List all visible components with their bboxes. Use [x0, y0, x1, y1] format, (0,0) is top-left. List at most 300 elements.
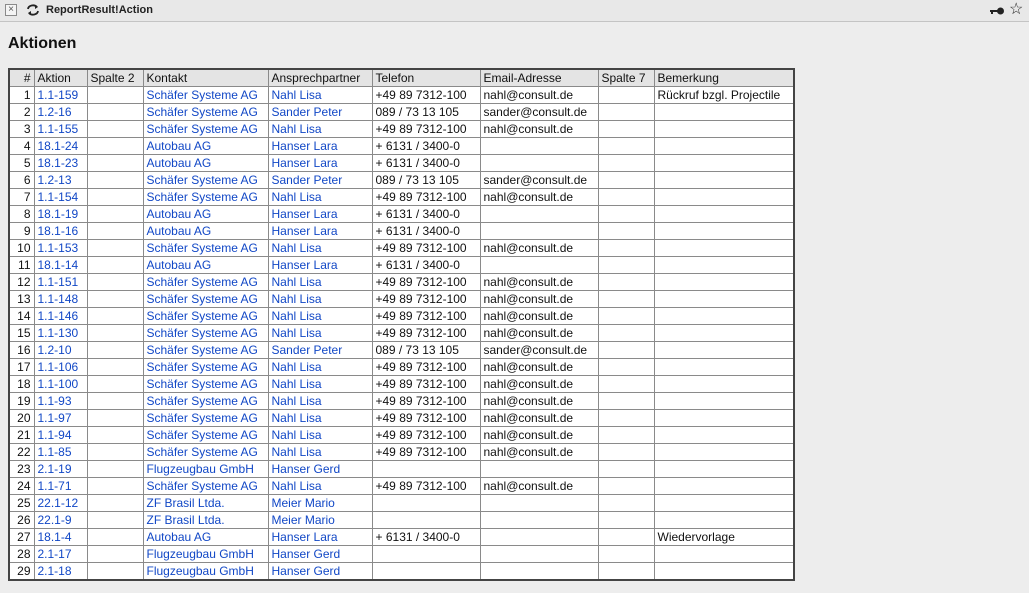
email-cell: nahl@consult.de	[480, 427, 598, 444]
spalte-7-cell	[598, 478, 654, 495]
telefon-cell: 089 / 73 13 105	[372, 172, 480, 189]
kontakt-link[interactable]: Autobau AG	[143, 529, 268, 546]
email-cell: sander@consult.de	[480, 104, 598, 121]
email-cell: nahl@consult.de	[480, 87, 598, 104]
ansprechpartner-link[interactable]: Hanser Lara	[268, 223, 372, 240]
kontakt-link[interactable]: ZF Brasil Ltda.	[143, 495, 268, 512]
bemerkung-cell: Wiedervorlage	[654, 529, 794, 546]
aktion-link[interactable]: 1.2-16	[34, 104, 87, 121]
bemerkung-cell	[654, 512, 794, 529]
column-header-kontakt[interactable]: Kontakt	[143, 69, 268, 87]
ansprechpartner-link[interactable]: Hanser Lara	[268, 155, 372, 172]
telefon-cell: +49 89 7312-100	[372, 325, 480, 342]
row-number-cell: 5	[9, 155, 34, 172]
row-number-cell: 1	[9, 87, 34, 104]
table-row	[9, 410, 794, 427]
email-cell	[480, 257, 598, 274]
row-number-cell: 2	[9, 104, 34, 121]
ansprechpartner-link[interactable]: Hanser Lara	[268, 529, 372, 546]
row-number-cell: 29	[9, 563, 34, 581]
spalte-2-cell	[87, 478, 143, 495]
ansprechpartner-link[interactable]: Nahl Lisa	[268, 478, 372, 495]
table-row	[9, 495, 794, 512]
ansprechpartner-link[interactable]: Nahl Lisa	[268, 393, 372, 410]
spalte-7-cell	[598, 444, 654, 461]
telefon-cell: + 6131 / 3400-0	[372, 529, 480, 546]
kontakt-link[interactable]: Schäfer Systeme AG	[143, 410, 268, 427]
aktion-link[interactable]: 1.1-159	[34, 87, 87, 104]
telefon-cell: +49 89 7312-100	[372, 240, 480, 257]
ansprechpartner-link[interactable]: Nahl Lisa	[268, 121, 372, 138]
kontakt-link[interactable]: Autobau AG	[143, 223, 268, 240]
spalte-2-cell	[87, 512, 143, 529]
column-header-bemerkung[interactable]: Bemerkung	[654, 69, 794, 87]
kontakt-link[interactable]: Schäfer Systeme AG	[143, 359, 268, 376]
column-header-email[interactable]: Email-Adresse	[480, 69, 598, 87]
spalte-2-cell	[87, 121, 143, 138]
ansprechpartner-link[interactable]: Hanser Lara	[268, 257, 372, 274]
spalte-7-cell	[598, 308, 654, 325]
aktion-link[interactable]: 1.1-130	[34, 325, 87, 342]
ansprechpartner-link[interactable]: Nahl Lisa	[268, 87, 372, 104]
page-title: Aktionen	[8, 35, 77, 52]
bemerkung-cell	[654, 427, 794, 444]
telefon-cell: +49 89 7312-100	[372, 410, 480, 427]
spalte-2-cell	[87, 359, 143, 376]
email-cell	[480, 546, 598, 563]
kontakt-link[interactable]: Schäfer Systeme AG	[143, 376, 268, 393]
window-title: ReportResult!Action	[46, 4, 153, 16]
spalte-7-cell	[598, 206, 654, 223]
kontakt-link[interactable]: Autobau AG	[143, 257, 268, 274]
bemerkung-cell: Rückruf bzgl. Projectile	[654, 87, 794, 104]
row-number-cell: 9	[9, 223, 34, 240]
aktion-link[interactable]: 18.1-16	[34, 223, 87, 240]
spalte-2-cell	[87, 104, 143, 121]
row-number-cell: 14	[9, 308, 34, 325]
ansprechpartner-link[interactable]: Nahl Lisa	[268, 410, 372, 427]
ansprechpartner-link[interactable]: Sander Peter	[268, 172, 372, 189]
spalte-2-cell	[87, 138, 143, 155]
telefon-cell: +49 89 7312-100	[372, 478, 480, 495]
email-cell: nahl@consult.de	[480, 444, 598, 461]
window-titlebar	[0, 0, 1029, 22]
kontakt-link[interactable]: Schäfer Systeme AG	[143, 274, 268, 291]
table-row	[9, 155, 794, 172]
ansprechpartner-link[interactable]: Nahl Lisa	[268, 427, 372, 444]
row-number-cell: 18	[9, 376, 34, 393]
spalte-2-cell	[87, 240, 143, 257]
spalte-7-cell	[598, 172, 654, 189]
table-row	[9, 563, 794, 581]
kontakt-link[interactable]: Schäfer Systeme AG	[143, 87, 268, 104]
spalte-7-cell	[598, 563, 654, 581]
kontakt-link[interactable]: Schäfer Systeme AG	[143, 342, 268, 359]
ansprechpartner-link[interactable]: Hanser Lara	[268, 206, 372, 223]
email-cell: nahl@consult.de	[480, 308, 598, 325]
spalte-2-cell	[87, 495, 143, 512]
telefon-cell: +49 89 7312-100	[372, 87, 480, 104]
spalte-2-cell	[87, 342, 143, 359]
telefon-cell: + 6131 / 3400-0	[372, 223, 480, 240]
aktion-link[interactable]: 1.1-146	[34, 308, 87, 325]
telefon-cell: +49 89 7312-100	[372, 291, 480, 308]
aktion-link[interactable]: 1.1-154	[34, 189, 87, 206]
table-row	[9, 359, 794, 376]
bemerkung-cell	[654, 104, 794, 121]
kontakt-link[interactable]: ZF Brasil Ltda.	[143, 512, 268, 529]
aktion-link[interactable]: 18.1-4	[34, 529, 87, 546]
spalte-7-cell	[598, 155, 654, 172]
row-number-cell: 26	[9, 512, 34, 529]
spalte-2-cell	[87, 529, 143, 546]
bemerkung-cell	[654, 189, 794, 206]
table-row	[9, 274, 794, 291]
spalte-2-cell	[87, 393, 143, 410]
kontakt-link[interactable]: Flugzeugbau GmbH	[143, 563, 268, 581]
table-row	[9, 512, 794, 529]
aktion-link[interactable]: 1.1-148	[34, 291, 87, 308]
telefon-cell: + 6131 / 3400-0	[372, 206, 480, 223]
aktion-link[interactable]: 18.1-14	[34, 257, 87, 274]
bemerkung-cell	[654, 461, 794, 478]
telefon-cell: + 6131 / 3400-0	[372, 138, 480, 155]
telefon-cell	[372, 563, 480, 581]
spalte-7-cell	[598, 291, 654, 308]
key-icon-graphic	[989, 5, 1005, 17]
column-header-telefon[interactable]: Telefon	[372, 69, 480, 87]
ansprechpartner-link[interactable]: Sander Peter	[268, 342, 372, 359]
spalte-7-cell	[598, 410, 654, 427]
ansprechpartner-link[interactable]: Nahl Lisa	[268, 308, 372, 325]
spalte-2-cell	[87, 274, 143, 291]
bemerkung-cell	[654, 495, 794, 512]
aktion-link[interactable]: 2.1-18	[34, 563, 87, 581]
spalte-2-cell	[87, 325, 143, 342]
spalte-2-cell	[87, 291, 143, 308]
table-row	[9, 478, 794, 495]
table-row	[9, 121, 794, 138]
spalte-2-cell	[87, 206, 143, 223]
close-icon[interactable]: ×	[5, 4, 17, 16]
row-number-cell: 24	[9, 478, 34, 495]
ansprechpartner-link[interactable]: Hanser Gerd	[268, 546, 372, 563]
aktion-link[interactable]: 22.1-12	[34, 495, 87, 512]
row-number-cell: 7	[9, 189, 34, 206]
kontakt-link[interactable]: Flugzeugbau GmbH	[143, 546, 268, 563]
ansprechpartner-link[interactable]: Nahl Lisa	[268, 359, 372, 376]
row-number-cell: 10	[9, 240, 34, 257]
row-number-cell: 27	[9, 529, 34, 546]
column-header-ansprechpartner[interactable]: Ansprechpartner	[268, 69, 372, 87]
email-cell	[480, 563, 598, 581]
row-number-cell: 20	[9, 410, 34, 427]
row-number-cell: 11	[9, 257, 34, 274]
email-cell: nahl@consult.de	[480, 410, 598, 427]
spalte-2-cell	[87, 155, 143, 172]
ansprechpartner-link[interactable]: Nahl Lisa	[268, 444, 372, 461]
aktion-link[interactable]: 1.1-153	[34, 240, 87, 257]
kontakt-link[interactable]: Schäfer Systeme AG	[143, 308, 268, 325]
kontakt-link[interactable]: Autobau AG	[143, 155, 268, 172]
table-header-row	[9, 69, 794, 87]
spalte-2-cell	[87, 461, 143, 478]
table-row	[9, 87, 794, 104]
telefon-cell: + 6131 / 3400-0	[372, 257, 480, 274]
kontakt-link[interactable]: Schäfer Systeme AG	[143, 240, 268, 257]
ansprechpartner-link[interactable]: Nahl Lisa	[268, 240, 372, 257]
ansprechpartner-link[interactable]: Hanser Gerd	[268, 563, 372, 581]
bemerkung-cell	[654, 393, 794, 410]
table-row	[9, 138, 794, 155]
ansprechpartner-link[interactable]: Nahl Lisa	[268, 189, 372, 206]
table-row	[9, 257, 794, 274]
table-body	[9, 87, 794, 581]
telefon-cell: +49 89 7312-100	[372, 359, 480, 376]
spalte-7-cell	[598, 495, 654, 512]
kontakt-link[interactable]: Autobau AG	[143, 206, 268, 223]
aktion-link[interactable]: 1.1-93	[34, 393, 87, 410]
bemerkung-cell	[654, 546, 794, 563]
bemerkung-cell	[654, 376, 794, 393]
email-cell	[480, 155, 598, 172]
email-cell: sander@consult.de	[480, 172, 598, 189]
kontakt-link[interactable]: Schäfer Systeme AG	[143, 478, 268, 495]
spalte-7-cell	[598, 223, 654, 240]
column-header-aktion[interactable]: Aktion	[34, 69, 87, 87]
table-row	[9, 206, 794, 223]
bemerkung-cell	[654, 359, 794, 376]
table-row	[9, 546, 794, 563]
spalte-7-cell	[598, 512, 654, 529]
kontakt-link[interactable]: Schäfer Systeme AG	[143, 393, 268, 410]
row-number-cell: 21	[9, 427, 34, 444]
table-row	[9, 342, 794, 359]
telefon-cell	[372, 546, 480, 563]
email-cell: nahl@consult.de	[480, 325, 598, 342]
table-row	[9, 308, 794, 325]
bemerkung-cell	[654, 138, 794, 155]
telefon-cell: + 6131 / 3400-0	[372, 155, 480, 172]
aktion-link[interactable]: 1.1-155	[34, 121, 87, 138]
spalte-2-cell	[87, 546, 143, 563]
aktion-link[interactable]: 18.1-19	[34, 206, 87, 223]
email-cell: nahl@consult.de	[480, 376, 598, 393]
kontakt-link[interactable]: Autobau AG	[143, 138, 268, 155]
telefon-cell: 089 / 73 13 105	[372, 342, 480, 359]
spalte-7-cell	[598, 121, 654, 138]
spalte-7-cell	[598, 461, 654, 478]
aktion-link[interactable]: 1.1-85	[34, 444, 87, 461]
table-row	[9, 529, 794, 546]
reload-icon[interactable]	[26, 3, 40, 17]
spalte-7-cell	[598, 376, 654, 393]
aktion-link[interactable]: 1.1-71	[34, 478, 87, 495]
bemerkung-cell	[654, 155, 794, 172]
telefon-cell: +49 89 7312-100	[372, 376, 480, 393]
aktion-link[interactable]: 1.2-13	[34, 172, 87, 189]
aktion-link[interactable]: 2.1-17	[34, 546, 87, 563]
ansprechpartner-link[interactable]: Hanser Gerd	[268, 461, 372, 478]
spalte-7-cell	[598, 138, 654, 155]
bemerkung-cell	[654, 274, 794, 291]
telefon-cell: +49 89 7312-100	[372, 444, 480, 461]
spalte-7-cell	[598, 325, 654, 342]
kontakt-link[interactable]: Schäfer Systeme AG	[143, 427, 268, 444]
email-cell: sander@consult.de	[480, 342, 598, 359]
kontakt-link[interactable]: Schäfer Systeme AG	[143, 291, 268, 308]
ansprechpartner-link[interactable]: Nahl Lisa	[268, 274, 372, 291]
email-cell: nahl@consult.de	[480, 478, 598, 495]
row-number-cell: 25	[9, 495, 34, 512]
table-row	[9, 325, 794, 342]
row-number-cell: 3	[9, 121, 34, 138]
spalte-2-cell	[87, 563, 143, 581]
aktion-link[interactable]: 1.1-106	[34, 359, 87, 376]
reload-icon-graphic	[26, 3, 40, 17]
email-cell: nahl@consult.de	[480, 291, 598, 308]
kontakt-link[interactable]: Schäfer Systeme AG	[143, 444, 268, 461]
row-number-cell: 22	[9, 444, 34, 461]
aktion-link[interactable]: 1.1-100	[34, 376, 87, 393]
kontakt-link[interactable]: Schäfer Systeme AG	[143, 172, 268, 189]
spalte-7-cell	[598, 189, 654, 206]
kontakt-link[interactable]: Flugzeugbau GmbH	[143, 461, 268, 478]
table-row	[9, 240, 794, 257]
spalte-2-cell	[87, 189, 143, 206]
telefon-cell: +49 89 7312-100	[372, 189, 480, 206]
telefon-cell: +49 89 7312-100	[372, 121, 480, 138]
spalte-7-cell	[598, 87, 654, 104]
aktion-link[interactable]: 18.1-23	[34, 155, 87, 172]
spalte-7-cell	[598, 359, 654, 376]
spalte-2-cell	[87, 172, 143, 189]
email-cell: nahl@consult.de	[480, 274, 598, 291]
table-row	[9, 444, 794, 461]
row-number-cell: 16	[9, 342, 34, 359]
bemerkung-cell	[654, 308, 794, 325]
column-header-number[interactable]: #	[9, 69, 34, 87]
email-cell	[480, 495, 598, 512]
table-row	[9, 172, 794, 189]
table-row	[9, 189, 794, 206]
aktion-link[interactable]: 1.1-151	[34, 274, 87, 291]
spalte-2-cell	[87, 376, 143, 393]
aktion-link[interactable]: 22.1-9	[34, 512, 87, 529]
spalte-2-cell	[87, 427, 143, 444]
ansprechpartner-link[interactable]: Meier Mario	[268, 495, 372, 512]
row-number-cell: 4	[9, 138, 34, 155]
telefon-cell	[372, 495, 480, 512]
spalte-2-cell	[87, 87, 143, 104]
row-number-cell: 19	[9, 393, 34, 410]
table-row	[9, 291, 794, 308]
bemerkung-cell	[654, 291, 794, 308]
table-row	[9, 104, 794, 121]
column-header-spalte-2[interactable]: Spalte 2	[87, 69, 143, 87]
bemerkung-cell	[654, 223, 794, 240]
ansprechpartner-link[interactable]: Sander Peter	[268, 104, 372, 121]
telefon-cell: +49 89 7312-100	[372, 308, 480, 325]
column-header-spalte-7[interactable]: Spalte 7	[598, 69, 654, 87]
ansprechpartner-link[interactable]: Nahl Lisa	[268, 291, 372, 308]
kontakt-link[interactable]: Schäfer Systeme AG	[143, 121, 268, 138]
telefon-cell	[372, 461, 480, 478]
spalte-7-cell	[598, 257, 654, 274]
email-cell: nahl@consult.de	[480, 393, 598, 410]
bemerkung-cell	[654, 325, 794, 342]
bemerkung-cell	[654, 206, 794, 223]
email-cell	[480, 206, 598, 223]
telefon-cell: +49 89 7312-100	[372, 274, 480, 291]
telefon-cell	[372, 512, 480, 529]
row-number-cell: 28	[9, 546, 34, 563]
telefon-cell: +49 89 7312-100	[372, 393, 480, 410]
spalte-7-cell	[598, 274, 654, 291]
bemerkung-cell	[654, 172, 794, 189]
aktion-link[interactable]: 1.2-10	[34, 342, 87, 359]
bemerkung-cell	[654, 478, 794, 495]
ansprechpartner-link[interactable]: Nahl Lisa	[268, 376, 372, 393]
email-cell	[480, 138, 598, 155]
email-cell: nahl@consult.de	[480, 359, 598, 376]
bemerkung-cell	[654, 240, 794, 257]
telefon-cell: +49 89 7312-100	[372, 427, 480, 444]
aktion-link[interactable]: 1.1-94	[34, 427, 87, 444]
results-table	[8, 68, 795, 581]
row-number-cell: 15	[9, 325, 34, 342]
star-icon[interactable]: ☆	[1009, 1, 1024, 18]
spalte-7-cell	[598, 104, 654, 121]
row-number-cell: 8	[9, 206, 34, 223]
bemerkung-cell	[654, 342, 794, 359]
email-cell	[480, 223, 598, 240]
ansprechpartner-link[interactable]: Hanser Lara	[268, 138, 372, 155]
email-cell: nahl@consult.de	[480, 121, 598, 138]
email-cell	[480, 512, 598, 529]
spalte-7-cell	[598, 427, 654, 444]
kontakt-link[interactable]: Schäfer Systeme AG	[143, 189, 268, 206]
table-row	[9, 427, 794, 444]
spalte-7-cell	[598, 529, 654, 546]
email-cell: nahl@consult.de	[480, 240, 598, 257]
spalte-2-cell	[87, 223, 143, 240]
kontakt-link[interactable]: Schäfer Systeme AG	[143, 104, 268, 121]
spalte-7-cell	[598, 342, 654, 359]
email-cell	[480, 461, 598, 478]
ansprechpartner-link[interactable]: Nahl Lisa	[268, 325, 372, 342]
spalte-7-cell	[598, 393, 654, 410]
table-row	[9, 461, 794, 478]
bemerkung-cell	[654, 563, 794, 581]
aktion-link[interactable]: 1.1-97	[34, 410, 87, 427]
spalte-2-cell	[87, 257, 143, 274]
bemerkung-cell	[654, 444, 794, 461]
telefon-cell: 089 / 73 13 105	[372, 104, 480, 121]
bemerkung-cell	[654, 410, 794, 427]
kontakt-link[interactable]: Schäfer Systeme AG	[143, 325, 268, 342]
aktion-link[interactable]: 18.1-24	[34, 138, 87, 155]
email-cell	[480, 529, 598, 546]
aktion-link[interactable]: 2.1-19	[34, 461, 87, 478]
bemerkung-cell	[654, 121, 794, 138]
table-row	[9, 393, 794, 410]
row-number-cell: 12	[9, 274, 34, 291]
spalte-7-cell	[598, 240, 654, 257]
key-icon[interactable]	[989, 4, 1005, 16]
table-row	[9, 376, 794, 393]
ansprechpartner-link[interactable]: Meier Mario	[268, 512, 372, 529]
